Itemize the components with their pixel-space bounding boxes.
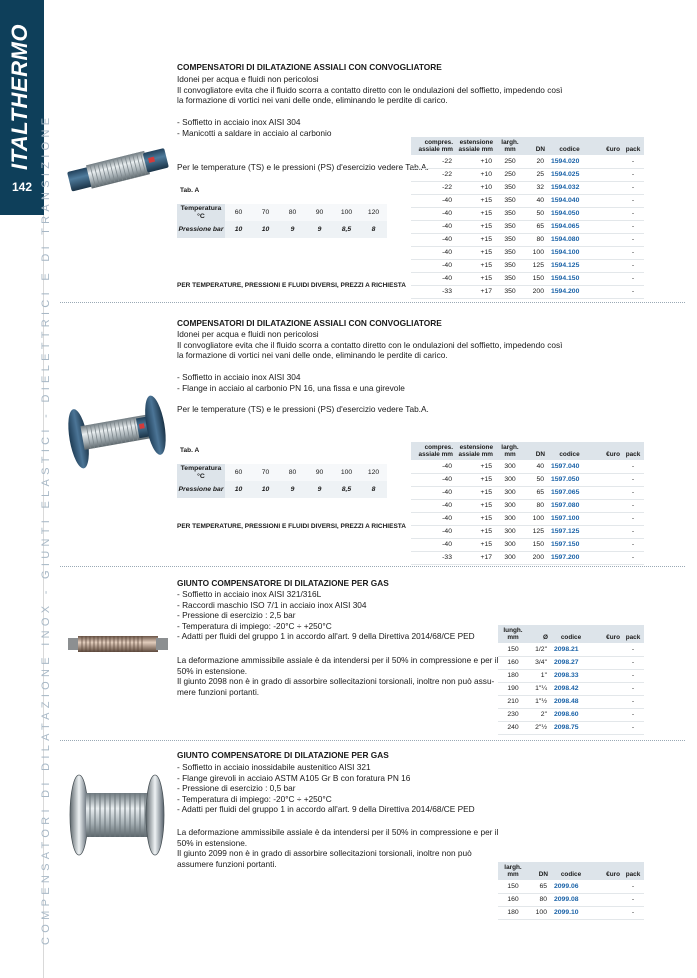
product-code: 1594.050 xyxy=(547,207,592,220)
product-code: 1594.080 xyxy=(547,233,592,246)
table-cell xyxy=(592,721,622,734)
s1-description: Idonei per acqua e fluidi non pericolosi Il convogliatore evita che il fluido scorra a contatto diretto con le ondulazioni del soffietto, impedendo così la formazione di vortici nei vani delle onde, eliminando le perdite di carico. xyxy=(177,74,563,106)
table-cell: - xyxy=(622,233,644,246)
table-cell: - xyxy=(622,721,644,734)
product-code: 2099.08 xyxy=(550,893,592,906)
table-cell: 350 xyxy=(495,181,525,194)
table-cell: - xyxy=(622,906,644,919)
table-cell: +15 xyxy=(455,272,495,285)
table-cell: 40 xyxy=(525,194,547,207)
table-cell: 150 xyxy=(525,272,547,285)
s1-request-note: PER TEMPERATURE, PRESSIONI E FLUIDI DIVERSI, PREZZI A RICHIESTA xyxy=(177,282,406,289)
table-cell: - xyxy=(622,499,644,512)
table-cell: 300 xyxy=(495,486,525,499)
table-cell: -40 xyxy=(411,233,455,246)
table-row xyxy=(411,486,644,499)
table-cell: - xyxy=(622,880,644,893)
table-cell: - xyxy=(622,643,644,656)
product-code: 1597.040 xyxy=(547,460,592,473)
s3-notes: La deformazione ammissibile assiale è da intendersi per il 50% in compressione e per il 50% in estensione. Il giunto 2098 non è in grado di assorbire sollecitazioni torsionali, inoltre non può assu- mere funzioni portanti. xyxy=(177,655,499,697)
product-code: 1597.100 xyxy=(547,512,592,525)
table-row xyxy=(411,246,644,259)
table-cell xyxy=(592,272,622,285)
table-cell: 65 xyxy=(525,220,547,233)
s1-taba-table: Temperatura °C 60 70 80 90 100 120 Pressione bar 10 10 9 9 8,5 8 xyxy=(177,204,387,238)
product-code: 1597.080 xyxy=(547,499,592,512)
table-cell: - xyxy=(622,669,644,682)
table-cell xyxy=(592,669,622,682)
table-cell: +15 xyxy=(455,512,495,525)
table-cell xyxy=(592,656,622,669)
table-cell: 160 xyxy=(498,893,528,906)
table-row xyxy=(411,259,644,272)
table-cell xyxy=(592,207,622,220)
table-cell xyxy=(592,233,622,246)
table-cell: - xyxy=(622,220,644,233)
table-cell: 80 xyxy=(528,893,550,906)
table-cell: 200 xyxy=(525,285,547,298)
table-cell: 350 xyxy=(495,233,525,246)
table-cell: - xyxy=(622,207,644,220)
table-cell: 250 xyxy=(495,168,525,181)
table-cell: 240 xyxy=(498,721,528,734)
table-cell: -40 xyxy=(411,246,455,259)
table-cell: 230 xyxy=(498,708,528,721)
table-cell: 25 xyxy=(525,168,547,181)
table-cell xyxy=(592,499,622,512)
table-cell: - xyxy=(622,525,644,538)
table-cell: -22 xyxy=(411,181,455,194)
table-row xyxy=(498,721,644,734)
table-cell: -40 xyxy=(411,486,455,499)
table-cell: 1/2" xyxy=(528,643,550,656)
table-cell xyxy=(592,194,622,207)
s1-compensator-photo xyxy=(62,130,172,210)
table-cell: -40 xyxy=(411,525,455,538)
table-cell: 2" xyxy=(528,708,550,721)
table-row xyxy=(411,512,644,525)
table-cell: - xyxy=(622,460,644,473)
table-cell: 150 xyxy=(525,538,547,551)
table-cell: 100 xyxy=(525,246,547,259)
table-row xyxy=(498,893,644,906)
product-code: 2098.48 xyxy=(550,695,592,708)
table-cell: - xyxy=(622,682,644,695)
product-code: 1594.200 xyxy=(547,285,592,298)
table-cell: 100 xyxy=(525,512,547,525)
table-cell: 80 xyxy=(525,233,547,246)
table-cell: +15 xyxy=(455,233,495,246)
table-cell: 350 xyxy=(495,272,525,285)
table-cell: +15 xyxy=(455,486,495,499)
table-cell: +15 xyxy=(455,220,495,233)
table-cell xyxy=(592,682,622,695)
section-divider xyxy=(60,302,685,303)
table-cell: +17 xyxy=(455,551,495,564)
table-cell: +10 xyxy=(455,155,495,168)
table-cell xyxy=(592,643,622,656)
table-cell: - xyxy=(622,246,644,259)
table-cell: +15 xyxy=(455,460,495,473)
s1-taba-label: Tab. A xyxy=(180,187,200,194)
table-cell: - xyxy=(622,538,644,551)
table-cell: -40 xyxy=(411,207,455,220)
table-cell: 300 xyxy=(495,538,525,551)
table-cell: +15 xyxy=(455,525,495,538)
table-cell: 160 xyxy=(498,656,528,669)
table-cell: 65 xyxy=(528,880,550,893)
side-caption: COMPENSATORI DI DILATAZIONE INOX - GIUNTI ELASTICI - DIELETTRICI E DI TRANSIZIONE xyxy=(40,113,52,945)
table-cell: -40 xyxy=(411,538,455,551)
table-cell: 150 xyxy=(498,643,528,656)
table-cell: - xyxy=(622,512,644,525)
table-cell xyxy=(592,708,622,721)
table-cell: - xyxy=(622,473,644,486)
s1-ts-note: Per le temperature (TS) e le pressioni (PS) d'esercizio vedere Tab.A. xyxy=(177,162,429,172)
table-cell: - xyxy=(622,551,644,564)
s2-taba-table: Temperatura °C 60 70 80 90 100 120 Pressione bar 10 10 9 9 8,5 8 xyxy=(177,464,387,498)
s2-taba-label: Tab. A xyxy=(180,447,200,454)
table-cell xyxy=(592,486,622,499)
product-code: 2098.33 xyxy=(550,669,592,682)
table-cell: 300 xyxy=(495,473,525,486)
product-code: 1594.150 xyxy=(547,272,592,285)
table-cell: 350 xyxy=(495,207,525,220)
table-cell: -40 xyxy=(411,272,455,285)
table-cell xyxy=(592,259,622,272)
table-row xyxy=(411,460,644,473)
table-cell: -40 xyxy=(411,220,455,233)
table-row xyxy=(498,906,644,919)
table-cell: -22 xyxy=(411,155,455,168)
s2-ts-note: Per le temperature (TS) e le pressioni (PS) d'esercizio vedere Tab.A. xyxy=(177,404,429,414)
table-cell xyxy=(592,246,622,259)
table-cell: - xyxy=(622,893,644,906)
table-cell xyxy=(592,538,622,551)
s4-features: - Soffietto in acciaio inossidabile austenitico AISI 321 - Flange girevoli in acciaio ASTM A105 Gr B con foratura PN 16 - Pressione di esercizio : 0,5 bar - Temperatura di impiego: -20°C ÷ +250°C - Adatti per fluidi del gruppo 1 in accordo all'art. 9 della Direttiva 2014/68/CE PED xyxy=(177,762,475,815)
table-row xyxy=(411,499,644,512)
table-cell: +15 xyxy=(455,259,495,272)
product-code: 2098.42 xyxy=(550,682,592,695)
table-cell xyxy=(592,906,622,919)
table-row xyxy=(411,207,644,220)
table-cell: +15 xyxy=(455,499,495,512)
table-cell: 50 xyxy=(525,473,547,486)
table-cell: -40 xyxy=(411,512,455,525)
product-code: 1594.020 xyxy=(547,155,592,168)
table-cell: 300 xyxy=(495,499,525,512)
product-code: 2098.21 xyxy=(550,643,592,656)
table-cell xyxy=(592,695,622,708)
table-row xyxy=(411,551,644,564)
table-cell xyxy=(592,168,622,181)
table-cell: 350 xyxy=(495,246,525,259)
table-cell: 350 xyxy=(495,259,525,272)
table-row xyxy=(411,181,644,194)
table-cell: 50 xyxy=(525,207,547,220)
table-row xyxy=(498,682,644,695)
product-code: 1594.032 xyxy=(547,181,592,194)
s4-flanged-gas-joint-photo xyxy=(62,765,172,865)
table-cell: +15 xyxy=(455,538,495,551)
table-cell: 100 xyxy=(528,906,550,919)
table-cell xyxy=(592,880,622,893)
table-row xyxy=(411,168,644,181)
s3-gas-joint-photo xyxy=(62,630,172,660)
product-code: 2099.10 xyxy=(550,906,592,919)
taba-temp-header: Temperatura °C xyxy=(177,204,225,221)
table-row xyxy=(411,538,644,551)
table-cell: 40 xyxy=(525,460,547,473)
table-cell xyxy=(592,285,622,298)
table-row xyxy=(411,233,644,246)
table-cell: - xyxy=(622,272,644,285)
table-cell: -40 xyxy=(411,499,455,512)
product-code: 1597.200 xyxy=(547,551,592,564)
table-cell: 350 xyxy=(495,194,525,207)
product-code: 1594.125 xyxy=(547,259,592,272)
table-row xyxy=(498,643,644,656)
product-code: 1594.065 xyxy=(547,220,592,233)
table-cell: 180 xyxy=(498,906,528,919)
table-cell xyxy=(592,181,622,194)
table-cell: +17 xyxy=(455,285,495,298)
table-cell: - xyxy=(622,285,644,298)
table-cell: - xyxy=(622,695,644,708)
table-cell: 180 xyxy=(498,669,528,682)
table-cell: +15 xyxy=(455,207,495,220)
table-cell: -33 xyxy=(411,285,455,298)
product-code: 2099.06 xyxy=(550,880,592,893)
table-cell: 1"½ xyxy=(528,695,550,708)
product-code: 2098.75 xyxy=(550,721,592,734)
table-cell: 32 xyxy=(525,181,547,194)
table-cell xyxy=(592,473,622,486)
table-cell: 300 xyxy=(495,512,525,525)
table-cell: 300 xyxy=(495,460,525,473)
table-cell xyxy=(592,525,622,538)
table-cell: 210 xyxy=(498,695,528,708)
table-cell xyxy=(592,220,622,233)
table-row xyxy=(498,708,644,721)
table-row xyxy=(411,285,644,298)
taba-press-header: Pressione bar xyxy=(177,481,225,498)
product-code: 2098.27 xyxy=(550,656,592,669)
table-row xyxy=(411,473,644,486)
product-code: 1597.125 xyxy=(547,525,592,538)
table-row xyxy=(498,695,644,708)
table-row xyxy=(411,155,644,168)
table-cell: 1"¼ xyxy=(528,682,550,695)
product-code: 1594.100 xyxy=(547,246,592,259)
table-cell: - xyxy=(622,259,644,272)
table-cell xyxy=(592,512,622,525)
table-cell xyxy=(592,893,622,906)
table-cell xyxy=(592,155,622,168)
brand-logo: ITALTHERMO xyxy=(7,24,32,170)
table-cell: - xyxy=(622,708,644,721)
table-cell: +15 xyxy=(455,473,495,486)
taba-press-header: Pressione bar xyxy=(177,221,225,238)
product-code: 1594.025 xyxy=(547,168,592,181)
table-cell: 300 xyxy=(495,525,525,538)
table-cell: 350 xyxy=(495,220,525,233)
table-cell: 300 xyxy=(495,551,525,564)
table-cell: 200 xyxy=(525,551,547,564)
s1-product-table: compres. assiale mm estensione assiale mm largh. mm DN codice €uro pack -22 +10 250 20 1594.020 - -22 +10 250 25 1594.025 - -22 +10 350 32 1594.032 - -40 +15 350 40 1594.040 - -40 +15 350 50 1594.050 - -40 +15 350 65 1594.065 - -40 +15 350 80 1594.080 - -40 +15 350 100 1594.100 - -40 +15 350 125 1594.125 - -40 +15 350 150 1594.150 - -33 +17 350 200 1594.200 - xyxy=(411,137,644,299)
s3-features: - Soffietto in acciaio inox AISI 321/316L - Raccordi maschio ISO 7/1 in acciaio inox AISI 304 - Pressione di esercizio : 2,5 bar - Temperatura di impiego: -20°C ÷ +250°C - Adatti per fluidi del gruppo 1 in accordo all'art. 9 della Direttiva 2014/68/CE PED xyxy=(177,589,475,642)
taba-temp-header: Temperatura °C xyxy=(177,464,225,481)
table-cell: +10 xyxy=(455,168,495,181)
table-cell: 3/4" xyxy=(528,656,550,669)
product-code: 1597.065 xyxy=(547,486,592,499)
table-row xyxy=(411,525,644,538)
s2-features: - Soffietto in acciaio inox AISI 304 - Flange in acciaio al carbonio PN 16, una fissa e una girevole xyxy=(177,372,405,393)
s2-title: COMPENSATORI DI DILATAZIONE ASSIALI CON CONVOGLIATORE xyxy=(177,318,442,328)
s4-title: GIUNTO COMPENSATORE DI DILATAZIONE PER GAS xyxy=(177,750,389,760)
table-row xyxy=(411,220,644,233)
section-divider xyxy=(60,566,685,567)
s2-description: Idonei per acqua e fluidi non pericolosi Il convogliatore evita che il fluido scorra a contatto diretto con le ondulazioni del soffietto, impedendo così la formazione di vortici nei vani delle onde, eliminando le perdite di carico. xyxy=(177,329,563,361)
table-row xyxy=(498,880,644,893)
table-cell: 65 xyxy=(525,486,547,499)
product-code: 2098.60 xyxy=(550,708,592,721)
table-cell: 1" xyxy=(528,669,550,682)
table-cell: 80 xyxy=(525,499,547,512)
product-code: 1597.150 xyxy=(547,538,592,551)
table-cell: - xyxy=(622,656,644,669)
table-cell: -40 xyxy=(411,194,455,207)
table-cell: -22 xyxy=(411,168,455,181)
s4-notes: La deformazione ammissibile assiale è da intendersi per il 50% in compressione e per il 50% in estensione. Il giunto 2099 non è in grado di assorbire sollecitazioni torsionali, inoltre non può assumere funzioni portanti. xyxy=(177,827,499,869)
table-cell: - xyxy=(622,486,644,499)
table-cell: 150 xyxy=(498,880,528,893)
table-cell: +15 xyxy=(455,194,495,207)
table-cell: 20 xyxy=(525,155,547,168)
table-cell: 350 xyxy=(495,285,525,298)
s1-title: COMPENSATORI DI DILATAZIONE ASSIALI CON CONVOGLIATORE xyxy=(177,62,442,72)
table-cell: - xyxy=(622,168,644,181)
table-cell: 125 xyxy=(525,259,547,272)
table-cell: 250 xyxy=(495,155,525,168)
table-cell: - xyxy=(622,181,644,194)
table-cell: 2"½ xyxy=(528,721,550,734)
table-cell: -33 xyxy=(411,551,455,564)
table-cell: - xyxy=(622,155,644,168)
table-cell xyxy=(592,551,622,564)
table-cell: +15 xyxy=(455,246,495,259)
table-row xyxy=(498,669,644,682)
product-code: 1594.040 xyxy=(547,194,592,207)
table-row xyxy=(411,194,644,207)
s3-product-table: lungh. mm Ø codice €uro pack 150 1/2" 2098.21 - 160 3/4" 2098.27 - 180 1" 2098.33 - 190 1"¼ 2098.42 - 210 1"½ 2098.48 - 230 2" 2098.60 - 240 2"½ 2098.75 - xyxy=(498,625,644,735)
table-cell: -40 xyxy=(411,473,455,486)
table-cell: 190 xyxy=(498,682,528,695)
table-cell: +10 xyxy=(455,181,495,194)
section-divider xyxy=(60,740,685,741)
s2-request-note: PER TEMPERATURE, PRESSIONI E FLUIDI DIVERSI, PREZZI A RICHIESTA xyxy=(177,523,406,530)
table-row xyxy=(411,272,644,285)
product-code: 1597.050 xyxy=(547,473,592,486)
table-cell: 125 xyxy=(525,525,547,538)
table-cell xyxy=(592,460,622,473)
table-cell: -40 xyxy=(411,460,455,473)
s2-product-table: compres. assiale mm estensione assiale mm largh. mm DN codice €uro pack -40 +15 300 40 1597.040 - -40 +15 300 50 1597.050 - -40 +15 300 65 1597.065 - -40 +15 300 80 1597.080 - -40 +15 300 100 1597.100 - -40 +15 300 125 1597.125 - -40 +15 300 150 1597.150 - -33 +17 300 200 1597.200 - xyxy=(411,442,644,565)
page-number: 142 xyxy=(11,180,33,194)
table-cell: - xyxy=(622,194,644,207)
s4-product-table: largh. mm DN codice €uro pack 150 65 2099.06 - 160 80 2099.08 - 180 100 2099.10 - xyxy=(498,862,644,920)
s3-title: GIUNTO COMPENSATORE DI DILATAZIONE PER GAS xyxy=(177,578,389,588)
s2-flanged-compensator-photo xyxy=(62,392,172,472)
table-row xyxy=(498,656,644,669)
s1-features: - Soffietto in acciaio inox AISI 304 - Manicotti a saldare in acciaio al carbonio xyxy=(177,117,332,138)
table-cell: -40 xyxy=(411,259,455,272)
